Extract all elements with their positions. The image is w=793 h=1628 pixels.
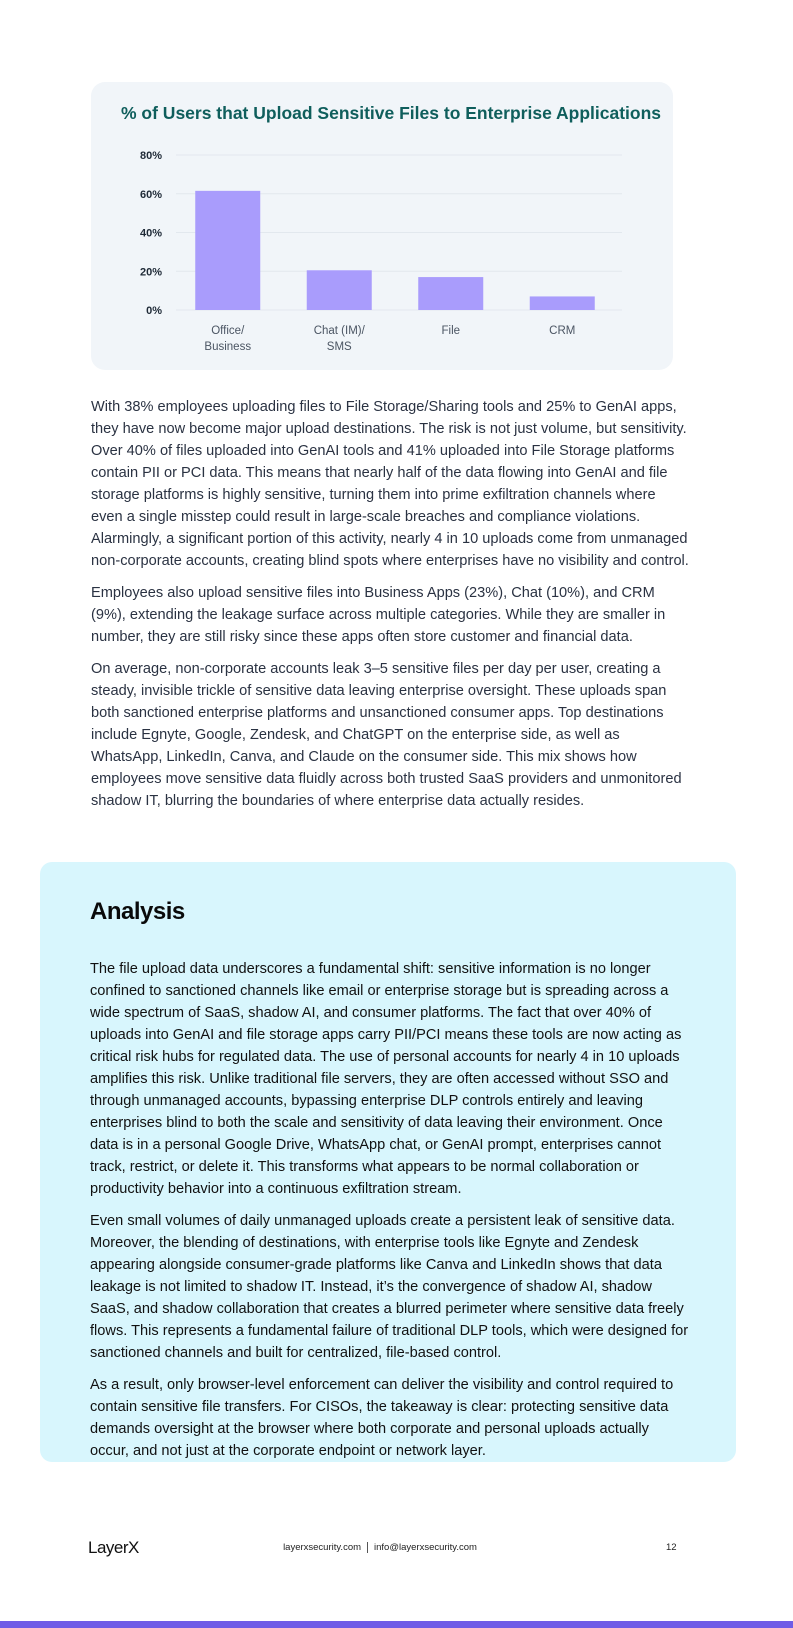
logo-text: LayerX — [88, 1538, 139, 1557]
chart-card — [91, 82, 673, 370]
x-tick-label: Business — [204, 341, 252, 353]
accent-bar — [0, 1621, 793, 1628]
x-tick-label: CRM — [549, 325, 576, 337]
email-link[interactable]: info@layerxsecurity.com — [374, 1542, 477, 1554]
paragraph: Employees also upload sensitive files into Business Apps (23%), Chat (10%), and CRM (9%), extending the leakage surface across multiple categories. While they are smaller in number, they are still risky since these apps often store customer and financial data. — [91, 585, 666, 645]
footer-links — [0, 1542, 760, 1553]
paragraph: On average, non-corporate accounts leak 3–5 sensitive files per day per user, creating a steady, invisible trickle of sensitive data leaving enterprise oversight. These uploads span both sanctioned enterprise platforms and unsanctioned consumer apps. Top destinations include Egnyte, Google, Zendesk, and ChatGPT on the enterprise side, as well as WhatsApp, LinkedIn, Canva, and Claude on the consumer side. This mix shows how employees move sensitive data fluidly across both trusted SaaS providers and unmonitored shadow IT, blurring the boundaries of where enterprise data actually resides. — [91, 661, 682, 809]
y-tick-label: 20% — [139, 266, 162, 279]
website-link[interactable]: layerxsecurity.com — [283, 1542, 362, 1554]
x-tick-label: Chat (IM)/ — [313, 325, 365, 337]
analysis-section — [40, 862, 736, 1462]
y-tick-label: 40% — [139, 227, 162, 240]
bar-3 — [530, 296, 595, 310]
paragraph: The file upload data underscores a fundamental shift: sensitive information is no longer confined to sanctioned channels like email or enterprise storage but is spreading across a wide spectrum of SaaS, shadow AI, and consumer platforms. The fact that over 40% of uploads into GenAI and file storage apps carry PII/PCI means these tools are now acting as critical risk hubs for regulated data. The use of personal accounts for nearly 4 in 10 uploads amplifies this risk. Unlike traditional file servers, they are often accessed without SSO and through unmanaged accounts, bypassing enterprise DLP controls entirely and leaving enterprises blind to both the scale and sensitivity of data leaving their environment. Once data is in a personal Google Drive, WhatsApp chat, or GenAI prompt, enterprises cannot track, restrict, or delete it. This transforms what appears to be normal collaboration or productivity behavior into a continuous exfiltration stream. — [90, 961, 682, 1197]
bar-0 — [195, 191, 260, 310]
paragraph: With 38% employees uploading files to File Storage/Sharing tools and 25% to GenAI apps, they have now become major upload destinations. The risk is not just volume, but sensitivity. Over 40% of files uploaded into GenAI tools and 41% uploaded into File Storage platforms contain PII or PCI data. This means that nearly half of the data flowing into GenAI and file storage platforms is highly sensitive, turning them into prime exfiltration channels where even a single misstep could result in large-scale breaches and compliance violations. Alarmingly, a significant portion of this activity, nearly 4 in 10 uploads come from unmanaged non-corporate accounts, creating blind spots where enterprises have no visibility and control. — [91, 399, 689, 569]
paragraph: As a result, only browser-level enforcement can deliver the visibility and control required to contain sensitive file transfers. For CISOs, the takeaway is clear: protecting sensitive data demands oversight at the browser where both corporate and personal uploads actually occur, and not just at the corporate endpoint or network layer. — [90, 1377, 674, 1459]
y-tick-label: 60% — [139, 188, 162, 201]
x-tick-label: File — [441, 325, 461, 337]
bar-1 — [307, 270, 372, 310]
chart-title: % of Users that Upload Sensitive Files to Enterprise Applications — [121, 103, 662, 123]
x-tick-label: Office/ — [211, 325, 245, 337]
x-tick-label: SMS — [326, 341, 352, 353]
bar-chart — [91, 82, 673, 370]
y-tick-label: 80% — [139, 150, 162, 162]
analysis-heading: Analysis — [90, 898, 185, 925]
paragraph: Even small volumes of daily unmanaged uploads create a persistent leak of sensitive data. Moreover, the blending of destinations, with enterprise tools like Egnyte and Zendesk appearing alongside consumer-grade platforms like Canva and LinkedIn shows that data leakage is not limited to shadow IT. Instead, it’s the convergence of shadow AI, shadow SaaS, and shadow collaboration that creates a blurred perimeter where sensitive data freely flows. This represents a fundamental failure of traditional DLP tools, which were designed for sanctioned channels and built for centralized, file-based control. — [90, 1213, 689, 1361]
bar-2 — [418, 277, 483, 310]
body-text — [91, 396, 691, 822]
divider — [367, 1542, 368, 1553]
y-tick-label: 0% — [146, 305, 162, 317]
page-number: 12 — [666, 1542, 677, 1553]
